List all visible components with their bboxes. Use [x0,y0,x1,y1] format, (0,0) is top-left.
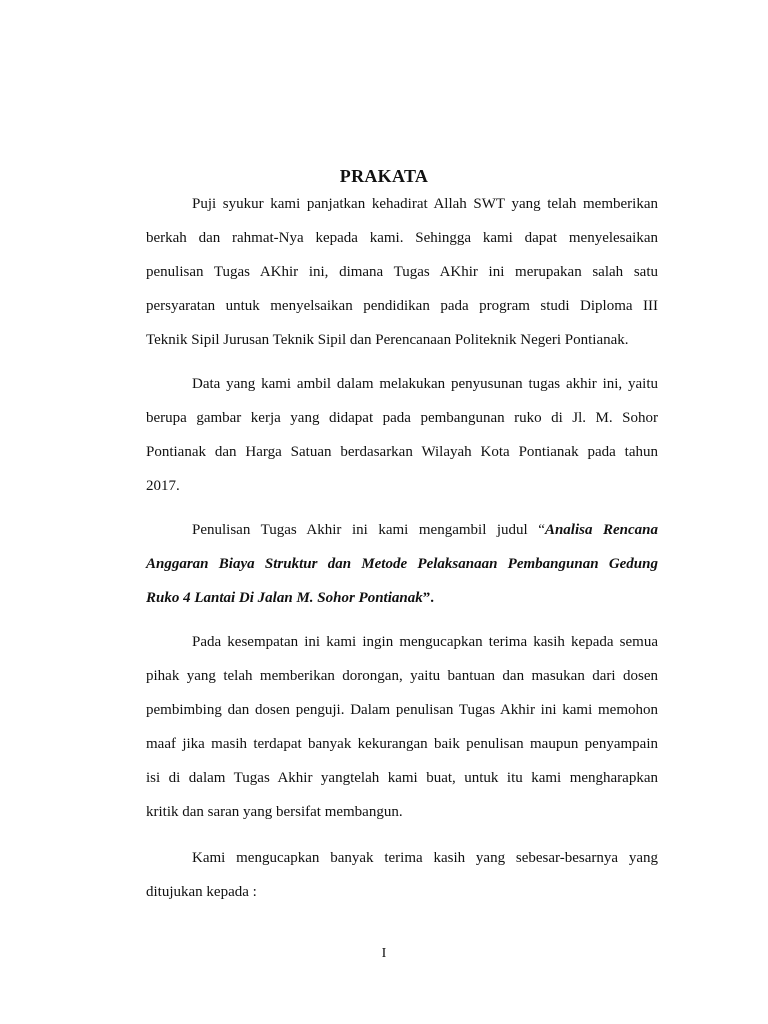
paragraph-line: Data yang kami ambil dalam melakukan penyusunan tugas akhir ini, yaitu [192,376,658,392]
paragraph-line: pembimbing dan dosen penguji. Dalam penulisan Tugas Akhir ini kami memohon [146,702,658,718]
paragraph-line [192,520,658,540]
paragraph-line: Teknik Sipil Jurusan Teknik Sipil dan Perencanaan Politeknik Negeri Pontianak. [146,332,629,348]
paragraph-line: isi di dalam Tugas Akhir yangtelah kami buat, untuk itu kami mengharapkan [146,770,658,786]
page-number: I [381,946,387,961]
paragraph-line: berkah dan rahmat-Nya kepada kami. Sehingga kami dapat menyelesaikan [146,230,658,246]
thesis-title-text: Ruko 4 Lantai Di Jalan M. Sohor Pontianak [146,590,423,606]
paragraph-line: Puji syukur kami panjatkan kehadirat Allah SWT yang telah memberikan [192,196,658,212]
paragraph-line: Kami mengucapkan banyak terima kasih yang sebesar-besarnya yang [192,850,658,866]
paragraph-line: Pontianak dan Harga Satuan berdasarkan Wilayah Kota Pontianak pada tahun [146,444,658,460]
thesis-title-text: Analisa Rencana [544,522,658,538]
page-title: PRAKATA [339,166,429,186]
intro-text: Penulisan Tugas Akhir ini kami mengambil judul “ [192,522,545,538]
paragraph-line: kritik dan saran yang bersifat membangun. [146,804,403,820]
paragraph-line: Pada kesempatan ini kami ingin mengucapkan terima kasih kepada semua [192,634,658,650]
thesis-title-text: Anggaran Biaya Struktur dan Metode Pelaksanaan Pembangunan Gedung [146,556,658,572]
paragraph-line: ditujukan kepada : [146,884,257,900]
paragraph-line: berupa gambar kerja yang didapat pada pembangunan ruko di Jl. M. Sohor [146,410,658,426]
paragraph-line: penulisan Tugas AKhir ini, dimana Tugas AKhir ini merupakan salah satu [146,264,658,280]
paragraph-line: pihak yang telah memberikan dorongan, yaitu bantuan dan masukan dari dosen [146,668,658,684]
paragraph-line: persyaratan untuk menyelsaikan pendidikan pada program studi Diploma III [146,298,658,314]
paragraph-line [146,588,658,608]
closing-quote: ”. [422,590,434,606]
paragraph-line: 2017. [146,478,180,494]
paragraph-line: maaf jika masih terdapat banyak kekurangan baik penulisan maupun penyampain [146,736,658,752]
